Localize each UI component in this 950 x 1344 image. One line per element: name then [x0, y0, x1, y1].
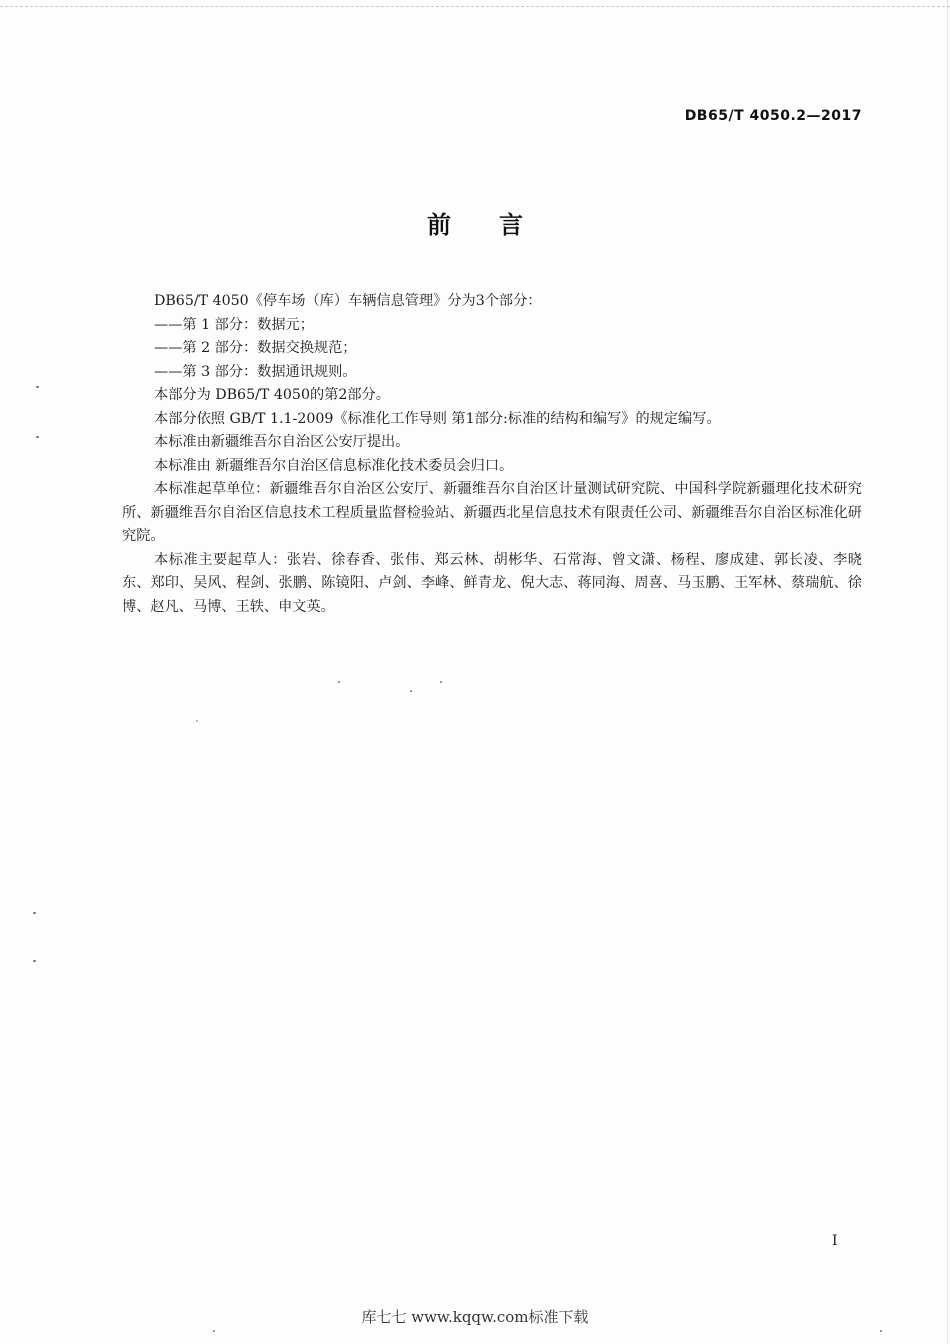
scan-speck — [36, 436, 39, 438]
paragraph-part-2: ——第 2 部分：数据交换规范； — [154, 340, 357, 356]
paragraph-drafting-rules: 本部分依照 GB/T 1.1-2009《标准化工作导则 第1部分:标准的结构和编写》的规定编写。 — [154, 410, 721, 427]
page-title: 前言 — [427, 211, 571, 239]
paragraph-drafters: 本标准主要起草人：张岩、徐春香、张伟、郑云林、胡彬华、石常海、曾文潇、杨程、廖成建、郭长凌、李晓东、郑印、吴风、程剑、张鹏、陈镜阳、卢剑、李峰、鲜青龙、倪大志、蒋同海、周喜、马玉鹏、王军林、蔡瑞航、徐博、赵凡、马博、王轶、申文英。 — [122, 551, 862, 615]
paragraph-centralized-by: 本标准由 新疆维吾尔自治区信息标准化技术委员会归口。 — [154, 457, 514, 474]
paragraph-drafting-units: 本标准起草单位：新疆维吾尔自治区公安厅、新疆维吾尔自治区计量测试研究院、中国科学院新疆理化技术研究所、新疆维吾尔自治区信息技术工程质量监督检验站、新疆西北星信息技术有限责任公司、新疆维吾尔自治区标准化研究院。 — [122, 481, 862, 544]
scan-speck — [33, 912, 36, 914]
footer-watermark: 库七七 www.kqqw.com标准下载 — [361, 1308, 589, 1326]
scan-speck — [33, 960, 36, 962]
paragraph-this-part: 本部分为 DB65/T 4050的第2部分。 — [154, 387, 390, 403]
scan-speck — [880, 1330, 882, 1332]
scan-speck — [196, 720, 198, 722]
paragraph-part-1: ——第 1 部分：数据元； — [154, 316, 314, 333]
paragraph-part-3: ——第 3 部分：数据通讯规则。 — [154, 363, 357, 380]
scan-speck — [338, 681, 340, 683]
document-code: DB65/T 4050.2—2017 — [684, 108, 862, 124]
paragraph-proposed-by: 本标准由新疆维吾尔自治区公安厅提出。 — [154, 434, 410, 450]
page-number: I — [832, 1233, 838, 1249]
scan-edge-top — [0, 0, 950, 7]
foreword-body — [122, 290, 862, 619]
scan-speck — [440, 681, 442, 683]
scan-speck — [213, 1330, 215, 1332]
paragraph-parts-intro: DB65/T 4050《停车场（库）车辆信息管理》分为3个部分： — [154, 293, 542, 309]
scan-speck — [410, 690, 412, 692]
scan-speck — [36, 386, 39, 388]
